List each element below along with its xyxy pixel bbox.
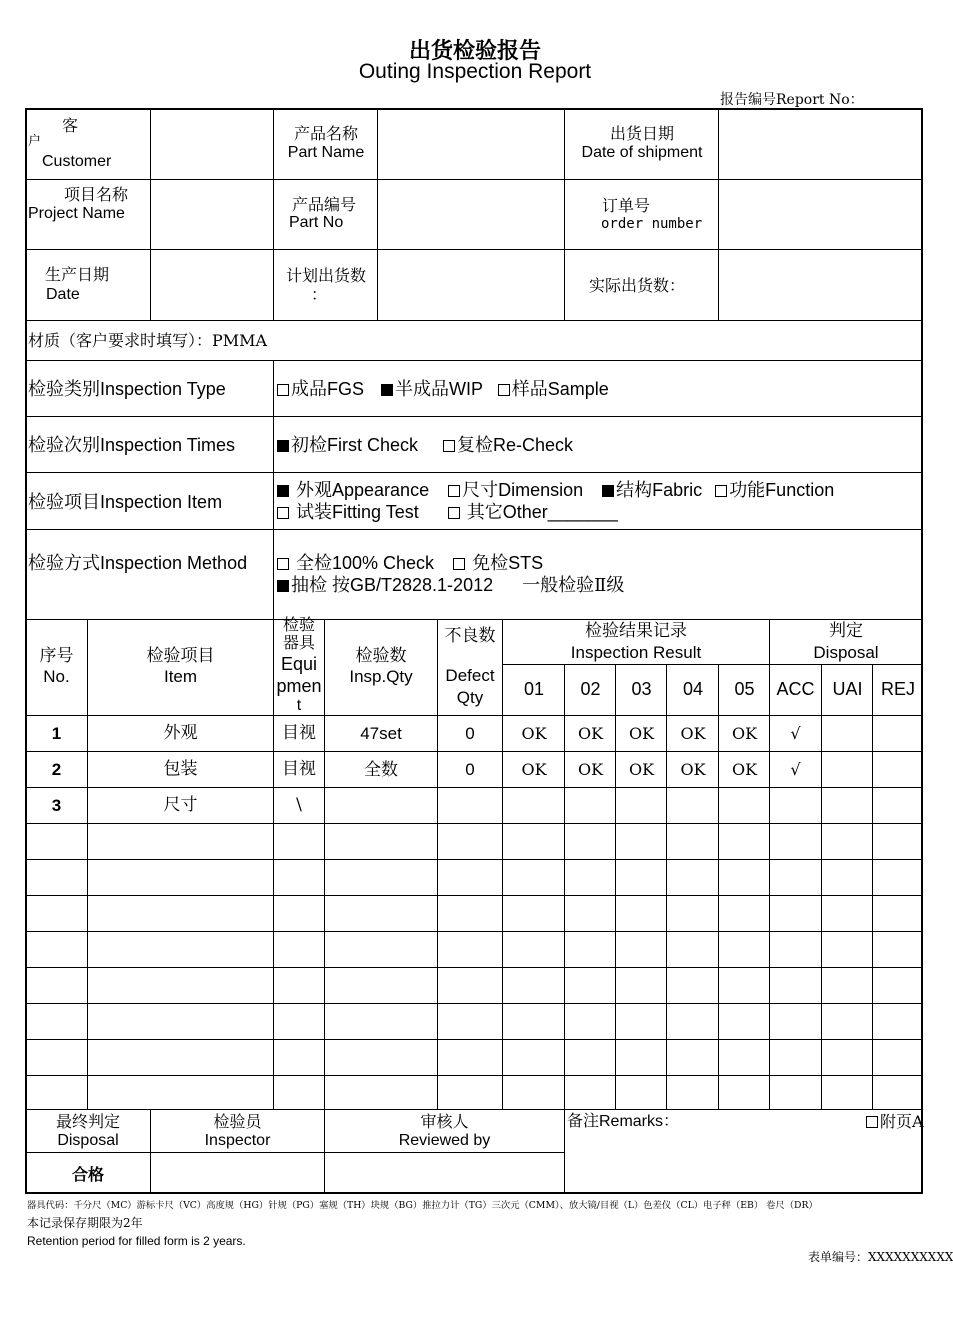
checkbox-wip[interactable] — [381, 384, 393, 396]
inspector-en: Inspector — [204, 1132, 271, 1149]
checkbox-first-check[interactable] — [277, 440, 289, 452]
option-sample[interactable]: 样品Sample — [498, 379, 609, 399]
order-label-cn: 订单号 — [602, 196, 651, 215]
option-appearance[interactable]: 外观Appearance — [277, 480, 429, 500]
sampling-level: 一般检验Ⅱ级 — [522, 575, 625, 596]
form-number: 表单编号：XXXXXXXXXX — [808, 1250, 953, 1264]
row-result-5: OK — [731, 760, 758, 779]
col-defect-en-2: Qty — [456, 688, 484, 707]
header-subdivider — [503, 664, 922, 665]
col-seq-cn: 序号 — [39, 646, 74, 666]
row-number: 2 — [51, 760, 62, 779]
checkbox-appearance[interactable] — [277, 485, 289, 497]
checkbox-attach[interactable] — [866, 1116, 878, 1128]
ship-date-label-en: Date of shipment — [581, 144, 703, 161]
reviewer-signature-field[interactable] — [325, 1153, 564, 1193]
col-qty-cn: 检验数 — [355, 646, 407, 666]
reviewer-en: Reviewed by — [398, 1132, 491, 1149]
option-dimension[interactable]: 尺寸Dimension — [448, 480, 583, 500]
customer-label-en: Customer — [42, 153, 112, 170]
col-item-en: Item — [163, 667, 198, 686]
inspector-cn: 检验员 — [213, 1112, 262, 1131]
row-equipment: \ — [296, 795, 302, 815]
col-qty-en: Insp.Qty — [349, 667, 413, 686]
col-disposal-en: Disposal — [813, 643, 879, 662]
part-no-label-cn: 产品编号 — [292, 195, 357, 214]
row-result-4: OK — [680, 760, 706, 779]
row-divider — [26, 360, 922, 361]
checkbox-sts[interactable] — [453, 558, 465, 570]
retention-note-en: Retention period for filled form is 2 years. — [27, 1234, 246, 1248]
option-fgs[interactable]: 成品FGS — [277, 379, 364, 399]
report-no-label: 报告编号Report No： — [720, 92, 864, 108]
col-result-3: 03 — [631, 679, 652, 699]
row-result-1: OK — [521, 760, 547, 779]
inspection-item-label: 检验项目Inspection Item — [28, 492, 223, 512]
row-divider — [26, 249, 922, 250]
order-label-en: order number — [601, 216, 703, 232]
col-seq-en: No. — [43, 667, 70, 686]
row-item: 包装 — [163, 759, 198, 779]
row-number: 3 — [51, 796, 62, 815]
final-disposal-en: Disposal — [57, 1132, 119, 1149]
grid-line — [273, 360, 274, 619]
header-bottom — [26, 715, 922, 716]
option-first-check[interactable]: 初检First Check — [277, 435, 418, 455]
row-result-2: OK — [577, 760, 604, 779]
row-item: 尺寸 — [163, 795, 198, 815]
grid-line — [87, 619, 88, 1109]
table-row-line — [26, 787, 922, 788]
col-result-4: 04 — [682, 679, 704, 699]
row-equipment: 目视 — [282, 759, 316, 779]
checkbox-fabric[interactable] — [602, 485, 614, 497]
prod-date-label-en: Date — [46, 286, 80, 303]
option-wip[interactable]: 半成品WIP — [381, 379, 483, 399]
project-name-label-cn: 项目名称 — [64, 185, 129, 204]
row-divider — [26, 472, 922, 473]
col-defect-en-1: Defect — [445, 666, 495, 685]
checkbox-dimension[interactable] — [448, 485, 460, 497]
col-equip-3: Equi — [280, 654, 318, 674]
row-qty: 47set — [360, 724, 402, 743]
table-row-line — [26, 895, 922, 896]
row-result-3: OK — [628, 724, 655, 743]
col-result-5: 05 — [734, 679, 755, 699]
inspection-times-options — [277, 436, 573, 455]
customer-label-cn-1: 客 — [62, 116, 79, 135]
checkbox-sample[interactable] — [498, 384, 510, 396]
equipment-codes-note: 器具代码：千分尺（MC）游标卡尺（VC）高度规（HG）针规（PG）塞规（TH）块规（BG）推拉力计（TG）三次元（CMM）、放大镜/目视（L）色差仪（CL）电子秤（EB） 卷尺（DR） — [27, 1200, 818, 1211]
inspection-method-row-1 — [277, 554, 543, 573]
checkbox-sampling[interactable] — [277, 580, 289, 592]
material-label: 材质（客户要求时填写）：PMMA — [28, 331, 268, 350]
row-result-2: OK — [577, 724, 604, 743]
retention-note-cn: 本记录保存期限为2年 — [27, 1216, 143, 1230]
final-disposal-cn: 最终判定 — [55, 1112, 120, 1131]
option-fabric[interactable]: 结构Fabric — [602, 480, 702, 500]
actual-qty-label: 实际出货数： — [589, 276, 686, 295]
table-row-line — [26, 1039, 922, 1040]
checkbox-other[interactable] — [448, 507, 460, 519]
inspection-method-row-2 — [277, 576, 624, 595]
inspection-item-row-2 — [277, 503, 618, 522]
row-divider — [26, 416, 922, 417]
reviewer-cn: 审核人 — [420, 1112, 469, 1131]
option-other[interactable]: 其它Other_______ — [448, 502, 618, 522]
col-result-1: 01 — [523, 679, 545, 699]
table-row-line — [26, 931, 922, 932]
option-sts[interactable]: 免检STS — [453, 553, 543, 573]
col-equip-1: 检验 — [282, 615, 315, 634]
row-divider — [26, 529, 922, 530]
table-row-line — [26, 967, 922, 968]
option-sampling[interactable]: 抽检 按GB/T2828.1-2012 — [277, 575, 493, 595]
inspection-times-label: 检验次别Inspection Times — [28, 435, 236, 455]
row-divider — [26, 320, 922, 321]
plan-qty-label-cn-1: 计划出货数 — [285, 266, 366, 285]
row-divider — [26, 619, 922, 620]
grid-line — [564, 1109, 565, 1192]
row-number: 1 — [51, 724, 62, 743]
ship-date-field[interactable] — [719, 110, 921, 178]
checkbox-re-check[interactable] — [443, 440, 455, 452]
customer-label-cn-2: 户 — [28, 134, 42, 149]
option-full-check[interactable]: 全检100% Check — [277, 553, 434, 573]
col-disposal-acc: ACC — [776, 679, 815, 699]
col-result-en: Inspection Result — [570, 643, 702, 662]
prod-date-label-cn: 生产日期 — [45, 265, 110, 284]
row-item: 外观 — [163, 723, 198, 743]
row-result-4: OK — [680, 724, 706, 743]
row-acc: √ — [790, 760, 801, 779]
col-defect-cn: 不良数 — [444, 626, 496, 646]
project-name-label-en: Project Name — [28, 205, 125, 222]
checkbox-fitting-test[interactable] — [277, 507, 289, 519]
table-row-line — [26, 859, 922, 860]
col-result-cn: 检验结果记录 — [585, 621, 687, 641]
col-result-2: 02 — [580, 679, 601, 699]
col-equip-4: pmen — [276, 676, 322, 696]
plan-qty-label-cn-2: ： — [310, 285, 327, 304]
part-name-label-en: Part Name — [287, 144, 365, 161]
row-result-5: OK — [731, 724, 758, 743]
inspection-type-options — [277, 380, 609, 399]
grid-line — [872, 664, 873, 1109]
col-disposal-cn: 判定 — [829, 621, 863, 641]
option-function[interactable]: 功能Function — [715, 480, 834, 500]
remarks-label: 备注Remarks： — [567, 1113, 680, 1130]
part-name-label-cn: 产品名称 — [293, 124, 358, 143]
row-result-1: OK — [521, 724, 547, 743]
row-result-3: OK — [628, 760, 655, 779]
checkbox-full-check[interactable] — [277, 558, 289, 570]
option-re-check[interactable]: 复检Re-Check — [443, 435, 573, 455]
col-equip-5: t — [296, 697, 302, 714]
inspection-item-row-1 — [277, 481, 834, 500]
table-row-line — [26, 823, 922, 824]
table-bottom — [26, 1109, 922, 1110]
grid-line — [821, 664, 822, 1109]
row-defect: 0 — [465, 760, 475, 779]
row-divider — [26, 179, 922, 180]
row-acc: √ — [790, 724, 801, 743]
row-equipment: 目视 — [282, 723, 316, 743]
row-qty: 全数 — [364, 760, 398, 779]
col-disposal-rej: REJ — [880, 679, 915, 699]
title-cn: 出货检验报告 — [408, 39, 541, 64]
part-name-field[interactable] — [378, 110, 564, 178]
part-no-label-en: Part No — [289, 214, 344, 231]
inspection-type-label: 检验类别Inspection Type — [28, 379, 226, 399]
table-row-line — [26, 1003, 922, 1004]
col-item-cn: 检验项目 — [146, 646, 215, 666]
col-equip-2: 器具 — [282, 633, 315, 652]
customer-field[interactable] — [150, 110, 273, 178]
ship-date-label-cn: 出货日期 — [609, 124, 674, 143]
final-disposal-value: 合格 — [71, 1165, 104, 1184]
title-en: Outing Inspection Report — [358, 60, 592, 83]
attach-page-option[interactable]: 附页A — [866, 1112, 921, 1131]
col-disposal-uai: UAI — [832, 679, 863, 699]
inspector-signature-field[interactable] — [151, 1153, 324, 1193]
table-row-line — [26, 1075, 922, 1076]
checkbox-function[interactable] — [715, 485, 727, 497]
table-row-line — [26, 751, 922, 752]
grid-line — [324, 619, 325, 1109]
option-fitting-test[interactable]: 试装Fitting Test — [277, 502, 419, 522]
inspection-method-label: 检验方式Inspection Method — [28, 553, 248, 573]
row-defect: 0 — [465, 724, 475, 743]
checkbox-fgs[interactable] — [277, 384, 289, 396]
